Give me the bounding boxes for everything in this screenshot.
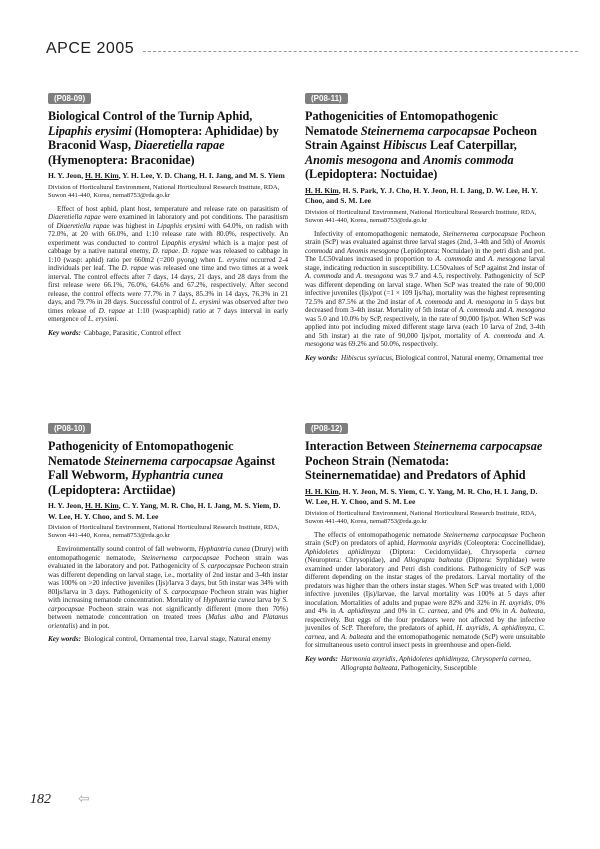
abstract-keywords — [305, 354, 545, 363]
keywords-label: Key words: — [48, 328, 81, 337]
keywords-label: Key words: — [48, 635, 81, 644]
abstract-p08-11 — [305, 88, 545, 363]
abstract-body: Environmentally sound control of fall webworm, Hyphantria cunea (Drury) with entomopathogenic nematode, Steinernema carpocapsae Pocheon strain was evaluated in the laboratory and pot. Pathogenicity of S. carpocapsae Pocheon strain was different depending on larval stage, i.e., mortality of 2nd instar and 3-4th instar was 100% on >20 infective juveniles (Ijs)/larva 3 days, but 5th instar was 34% with 80Ijs/larva in 3 days. Pathogenicity of S. carpocapsae Pocheon strain was higher with increasing nematode concentration. Mortality of Hyphantria cunea larva by S. carpocapsae Pocheon strain was not significantly different (more then 70%) between nematode concentration on treated trees (Malus alba and Platanus orientalis) and in pot. — [48, 545, 289, 630]
abstract-title: Biological Control of the Turnip Aphid, Lipaphis erysimi (Homoptera: Aphididae) by Braconid Wasp, Diaeretiella rapae (Hymenoptera: Braconidae) — [48, 109, 279, 167]
abstract-title: Pathogenicity of Entomopathogenic Nematode Steinernema carpocapsae Against Fall Webworm, Hyphantria cunea (Lepidoptera: Arctiidae) — [48, 439, 276, 497]
abstract-affiliation: Division of Horticultural Environment, National Horticultural Research Institute, RDA, Suwon 441-440, Korea, nema8753@rda.go.kr — [48, 183, 280, 199]
abstract-body: Effect of host aphid, plant host, temperature and release rate on parasitism of Diaeretiella rapae were examined in laboratory and pot conditions. The parasitism of Diaeretiella rapae was highest in Lipaphis erysimi with 64.0%, on radish with 72.0%, at 20 with 66.0%, and 1:10 release rate with 80.0%, respectively. An experiment was conducted to control Lipaphis erysimi which is a major pest of cabbage by a native natural enemy, D. rapae. D. rapae was released to cabbage in 1:10 (wasp: aphid) ratio per 660m2 (=200 pyong) when L. erysimi occurred 2-4 individuals per leaf. The D. rapae was released one time and two times at a week interval. The control effects after 7 days, 14 days, 21 days, and 28 days from the first release were 66.1%, 76.0%, 64.6% and 67.2%, respectively. After second release, the control effects were 77.7% in 7 days, 85.3% in 14 days, 76.3% in 21 days, and 79.7% in 28 days. Successful control of L. erysimi was observed after two times release of D. rapae at 1:10 (wasp:aphid) ratio at 7 days interval in early emergence of L. erysimi. — [48, 204, 289, 324]
abstract-affiliation: Division of Horticultural Environment, National Horticultural Research Institute, RDA, Suwon 441-440, Korea, nema8753@rda.go.kr — [48, 524, 280, 540]
abstract-authors: H. Y. Jeon, H. H. Kim, Y. H. Lee, Y. D. Chang, H. I. Jang, and M. S. Yiem — [48, 171, 285, 180]
abstract-authors: H. Y. Jeon, H. H. Kim, C. Y. Yang, M. R. Cho, H. I. Jang, M. S. Yiem, D. W. Lee, H. Y. Choo, and S. M. Lee — [48, 501, 281, 521]
abstract-p08-09 — [48, 88, 288, 338]
keywords-value: Cabbage, Parasitic, Control effect — [83, 328, 182, 337]
page-number: 182 — [30, 792, 51, 807]
abstract-keywords — [305, 655, 545, 672]
abstract-affiliation: Division of Horticultural Environment, National Horticultural Research Institute, RDA, Suwon 441-440, Korea, nema8753@rda.go.kr — [305, 509, 537, 525]
abstract-p08-10 — [48, 418, 288, 644]
abstract-title: Pathogenicities of Entomopathogenic Nematode Steinernema carpocapsae Pocheon Strain Against Hibiscus Leaf Caterpillar, Anomis mesogona and Anomis commoda (Lepidoptera: Noctuidae) — [305, 109, 537, 181]
back-arrow-icon: ⇦ — [78, 791, 90, 807]
abstract-body: The effects of entomopathogenic nematode Steinernema carpocapsae Pocheon strain (ScP) on predators of aphid, Harmonia axyridis (Coleoptera: Coccinellidae), Aphidoletes aphidimyza (Diptera: Cecidomyiidae), Chrysoperla carnea (Neuroptera: Chrysopidae), and Allograpta balteata (Diptera: Syrphidae) were examined under laboratory and Petri dish conditions. Pathogenicity of ScP was different depending on the instar stages of the predators. Larval mortality of the predators was higher than the others instar stages. When ScP was treated with 1,000 infective juveniles (Ijs)/larvae, the larval mortality was 100% at 5 days after inoculation. Mortalities of adults and pupae were 82% and 32% in H. axyridis, 0% and 4% in A. aphidimyza ,and 0% in C. carnea, and 0% and 0% in A. balteata, respectively. But eggs of the four predators were not affected by the infective juveniles of ScP. Therefore, the predators of aphid, H. axyridis, A. aphidimyza, C. carnea, and A. balteata and the entomopathogenic nematode (ScP) were unsuitable for simultaneous useto control insect pests in greenhouse and open-field. — [305, 530, 546, 650]
abstract-title: Interaction Between Steinernema carpocapsae Pocheon Strain (Nematoda: Steinernematidae) and Predators of Aphid — [305, 439, 543, 482]
abstract-code-badge: (P08-10) — [48, 423, 91, 434]
keywords-value: Harmonia axyridis, Aphidoletes aphidimyza, Chrysoperla carnea, Allograpta balteata, Pathogenicity, Susceptible — [340, 654, 531, 672]
abstract-keywords — [48, 635, 288, 644]
running-header-title: APCE 2005 — [46, 40, 135, 57]
abstract-affiliation: Division of Horticultural Environment, National Horticultural Research Institute, RDA, Suwon 441-440, Korea, nema8753@rda.go.kr — [305, 208, 537, 224]
abstract-code-badge: (P08-09) — [48, 93, 91, 104]
header-divider — [143, 51, 578, 52]
keywords-value: Biological control, Ornamental tree, Larval stage, Natural enemy — [83, 635, 272, 644]
abstract-body: Infectivity of entomopathogenic nematode, Steinernema carpocapsae Pocheon strain (ScP) was evaluated against three larval stages (2nd, 3-4th and 5th) of Anomis commoda and Anomis mesogona (Lepidoptera: Noctuidae) in the petri dish and pot. The LC50values increased in proportion to A. commoda and A. mesogona larval stage, indicating reduction in susceptibility. LC50values of ScP against 2nd instar of A. commoda and A. mesogona was 9.7 and 4.5, respectively. Pathogenicity of ScP was different depending on larval stage. When ScP was treated the rate of 90,000 infective juveniles (Ijs)/pot (=1 × 109 Ijs/ha), mortality was the highest representing 72.5% and 87.5% at the 2nd instar of A. commoda and A. mesogona in 5 days but decreased from 3-4th instar. Mortality of 5th instar of A. commoda and A. mesogona was 5.0 and 10.0% by ScP, respectively, in the rate of 90,000 Ijs/pot. When ScP was applied into pot including mixed different stage larva (each 10 larva of 2nd, 3-4th and 5th instar) at the rate of 90,000 Ijs/pot, mortality of A. commoda and A. mesogona was 69.2% and 50.0%, respectively. — [305, 229, 546, 349]
abstract-code-badge: (P08-11) — [305, 93, 348, 104]
keywords-value: Hibiscus syriacus, Biological control, Natural enemy, Ornamental tree — [340, 353, 544, 362]
keywords-label: Key words: — [305, 353, 338, 362]
keywords-label: Key words: — [305, 654, 338, 663]
abstract-keywords — [48, 329, 288, 338]
abstract-code-badge: (P08-12) — [305, 423, 348, 434]
abstract-authors: H. H. Kim, H. Y. Jeon, M. S. Yiem, C. Y. Yang, M. R. Cho, H. I. Jang, D. W. Lee, H. Y. Choo, and S. M. Lee — [305, 486, 538, 506]
abstract-p08-12 — [305, 418, 545, 672]
abstract-authors: H. H. Kim, H. S. Park, Y. J. Cho, H. Y. Jeon, H. I. Jang, D. W. Lee, H. Y. Choo, and S. M. Lee — [305, 185, 538, 205]
